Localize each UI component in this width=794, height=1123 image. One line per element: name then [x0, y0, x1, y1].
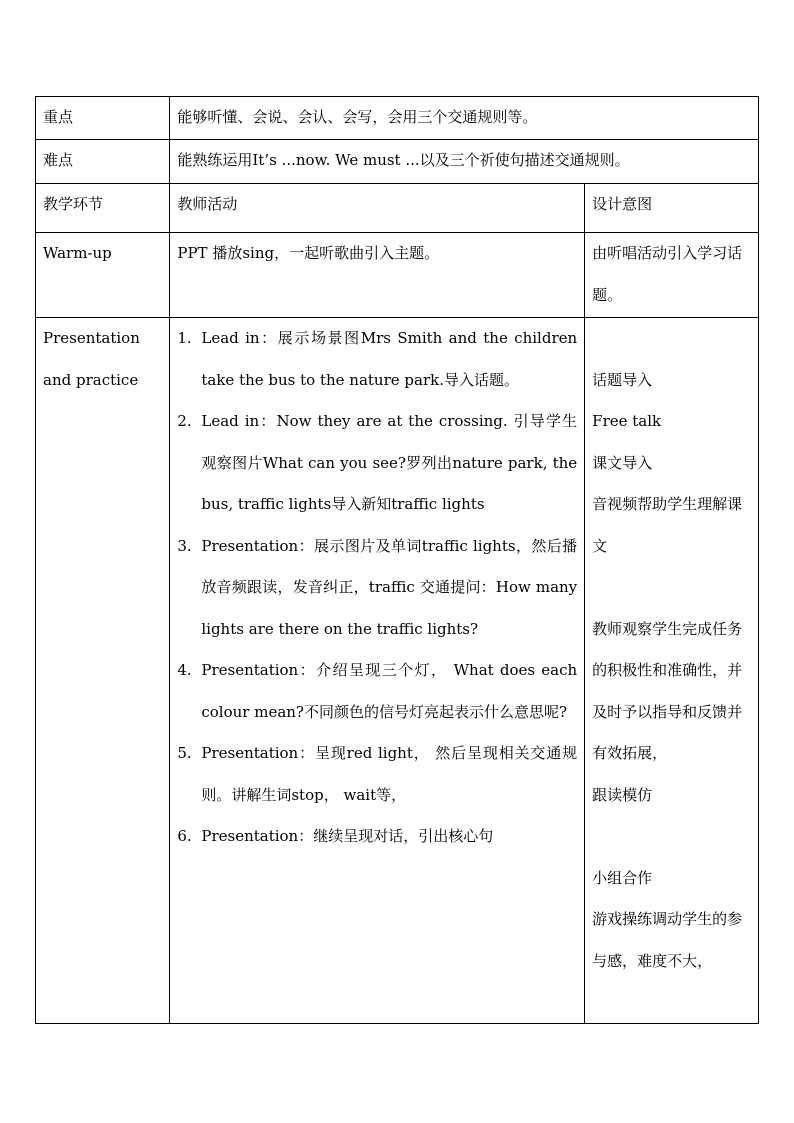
header-teacher: 教师活动: [170, 184, 585, 233]
key-points-content: 能够听懂、会说、会认、会写，会用三个交通规则等。: [170, 97, 759, 140]
intent-spacer: [592, 816, 751, 858]
warmup-intent: 由听唱活动引入学习话题。: [585, 233, 759, 318]
intent-text-intro: 课文导入: [592, 453, 653, 472]
activity-item: [177, 733, 577, 816]
presentation-row: [36, 318, 759, 1024]
activity-text: Presentation：呈现red light， 然后呈现相关交通规则。讲解生词stop， wait等，: [201, 744, 578, 804]
intent-spacer: [592, 318, 751, 360]
difficult-points-row: [36, 140, 759, 184]
activity-text: Lead in：Now they are at the crossing. 引导学生观察图片What can you see?罗列出nature park, the bus, traffic lights导入新知traffic lights: [201, 412, 578, 513]
intent-spacer: [592, 567, 751, 609]
header-row: [36, 184, 759, 233]
activity-item: [177, 650, 577, 733]
intent-av-help: 音视频帮助学生理解课文: [592, 495, 743, 555]
presentation-stage: Presentation and practice: [36, 318, 170, 1024]
activity-text: Lead in：展示场景图Mrs Smith and the children take the bus to the nature park.导入话题。: [201, 329, 578, 389]
activity-number: 1.: [177, 329, 192, 347]
activity-text: Presentation：继续呈现对话，引出核心句: [201, 827, 494, 845]
activity-item: [177, 526, 577, 651]
activity-text: Presentation：介绍呈现三个灯， What does each colour mean?不同颜色的信号灯亮起表示什么意思呢?: [201, 661, 578, 721]
activity-item: [177, 318, 577, 401]
presentation-teacher: [170, 318, 585, 1024]
warmup-row: [36, 233, 759, 318]
intent-free-talk: Free talk: [592, 412, 662, 430]
activity-item: [177, 401, 577, 526]
intent-game-practice: 游戏操练调动学生的参与感，难度不大，: [592, 910, 743, 970]
difficult-points-label: 难点: [36, 140, 170, 184]
intent-topic-intro: 话题导入: [592, 370, 653, 389]
key-points-row: [36, 97, 759, 140]
activity-number: 4.: [177, 661, 192, 679]
intent-group-work: 小组合作: [592, 868, 653, 887]
header-intent: 设计意图: [585, 184, 759, 233]
difficult-points-content: 能熟练运用It’s ...now. We must ...以及三个祈使句描述交通规则。: [170, 140, 759, 184]
activity-number: 2.: [177, 412, 192, 430]
warmup-stage: Warm-up: [36, 233, 170, 318]
activity-number: 6.: [177, 827, 192, 845]
activity-list: [177, 318, 577, 858]
lesson-plan-table: [35, 96, 759, 1024]
header-stage: 教学环节: [36, 184, 170, 233]
activity-item: [177, 816, 577, 858]
activity-text: Presentation：展示图片及单词traffic lights，然后播放音频跟读，发音纠正，traffic 交通提问：How many lights are there on the traffic lights?: [201, 536, 578, 638]
presentation-intent: [585, 318, 759, 1024]
intent-repeat: 跟读模仿: [592, 785, 653, 804]
activity-number: 3.: [177, 536, 192, 555]
warmup-teacher: PPT 播放sing，一起听歌曲引入主题。: [170, 233, 585, 318]
activity-number: 5.: [177, 744, 192, 762]
key-points-label: 重点: [36, 97, 170, 140]
intent-observe: 教师观察学生完成任务的积极性和准确性，并及时予以指导和反馈并有效拓展，: [592, 619, 743, 762]
